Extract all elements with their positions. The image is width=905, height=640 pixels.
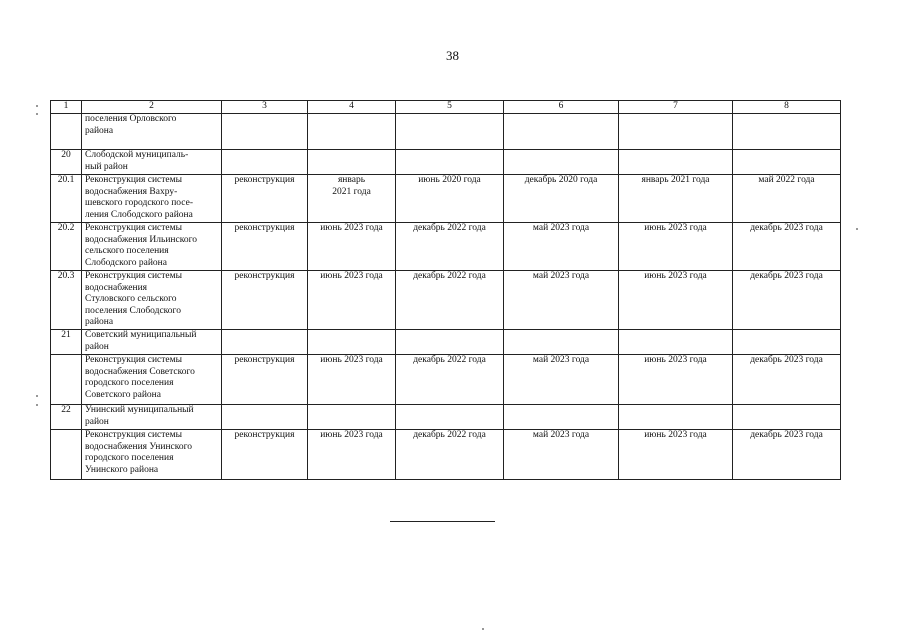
date-col-6: декабрь 2020 года [504,175,619,223]
date-col-5 [396,405,504,430]
work-type [222,405,308,430]
date-col-7: июнь 2023 года [619,271,733,330]
date-col-8: май 2022 года [733,175,841,223]
date-col-8: декабрь 2023 года [733,430,841,480]
column-header: 4 [308,101,396,114]
scan-speck [36,404,38,406]
date-col-6 [504,330,619,355]
object-name: Реконструкция системы водоснабжения Унинского городского поселения Унинского района [82,430,222,480]
work-type: реконструкция [222,430,308,480]
date-col-5 [396,150,504,175]
date-col-4 [308,150,396,175]
date-col-6: май 2023 года [504,355,619,405]
row-number: 20.1 [51,175,82,223]
column-header: 5 [396,101,504,114]
date-col-5: декабрь 2022 года [396,355,504,405]
date-col-5: декабрь 2022 года [396,271,504,330]
work-type [222,114,308,150]
date-col-6: май 2023 года [504,271,619,330]
table-row [51,150,841,175]
date-col-5 [396,114,504,150]
date-col-6 [504,405,619,430]
date-col-7 [619,150,733,175]
row-number: 20 [51,150,82,175]
scan-speck [482,628,484,630]
date-col-8 [733,330,841,355]
date-col-7 [619,330,733,355]
table-row [51,330,841,355]
column-header: 8 [733,101,841,114]
date-col-8: декабрь 2023 года [733,355,841,405]
work-type [222,150,308,175]
header-row [51,101,841,114]
date-col-4: июнь 2023 года [308,223,396,271]
date-col-4 [308,405,396,430]
date-col-5: декабрь 2022 года [396,430,504,480]
object-name: Слободской муниципаль- ный район [82,150,222,175]
date-col-8 [733,405,841,430]
date-col-4: июнь 2023 года [308,271,396,330]
date-col-4 [308,114,396,150]
column-header: 3 [222,101,308,114]
scan-speck [36,113,38,115]
column-header: 1 [51,101,82,114]
object-name: Реконструкция системы водоснабжения Ильинского сельского поселения Слободского района [82,223,222,271]
date-col-6: май 2023 года [504,223,619,271]
date-col-4 [308,330,396,355]
date-col-5 [396,330,504,355]
date-col-7: июнь 2023 года [619,223,733,271]
object-name: Реконструкция системы водоснабжения Стуловского сельского поселения Слободского района [82,271,222,330]
table-row [51,405,841,430]
table-row [51,114,841,150]
row-number: 20.3 [51,271,82,330]
table-row [51,175,841,223]
date-col-6: май 2023 года [504,430,619,480]
date-col-8 [733,150,841,175]
object-name: Унинский муниципальный район [82,405,222,430]
table-row [51,355,841,405]
row-number [51,114,82,150]
date-col-4: январь 2021 года [308,175,396,223]
work-type: реконструкция [222,271,308,330]
date-col-8: декабрь 2023 года [733,271,841,330]
schedule-table [50,100,841,480]
page-number: 38 [446,48,459,63]
column-header: 6 [504,101,619,114]
date-col-4: июнь 2023 года [308,355,396,405]
date-col-8 [733,114,841,150]
scan-speck [36,105,38,107]
row-number: 20.2 [51,223,82,271]
scan-speck [36,395,38,397]
date-col-7: январь 2021 года [619,175,733,223]
table-row [51,430,841,480]
work-type: реконструкция [222,355,308,405]
end-of-document-line [390,521,495,522]
scan-speck [856,228,858,230]
work-type [222,330,308,355]
table-row [51,223,841,271]
date-col-4: июнь 2023 года [308,430,396,480]
date-col-5: декабрь 2022 года [396,223,504,271]
row-number: 22 [51,405,82,430]
work-type: реконструкция [222,223,308,271]
work-type: реконструкция [222,175,308,223]
object-name: Реконструкция системы водоснабжения Советского городского поселения Советского района [82,355,222,405]
column-header: 7 [619,101,733,114]
object-name: поселения Орловского района [82,114,222,150]
date-col-7 [619,405,733,430]
date-col-7: июнь 2023 года [619,355,733,405]
object-name: Реконструкция системы водоснабжения Вахру- шевского городского посе- ления Слободского района [82,175,222,223]
date-col-6 [504,150,619,175]
date-col-5: июнь 2020 года [396,175,504,223]
date-col-7: июнь 2023 года [619,430,733,480]
table-row [51,271,841,330]
row-number [51,355,82,405]
date-col-8: декабрь 2023 года [733,223,841,271]
row-number [51,430,82,480]
date-col-7 [619,114,733,150]
date-col-6 [504,114,619,150]
column-header: 2 [82,101,222,114]
object-name: Советский муниципальный район [82,330,222,355]
row-number: 21 [51,330,82,355]
